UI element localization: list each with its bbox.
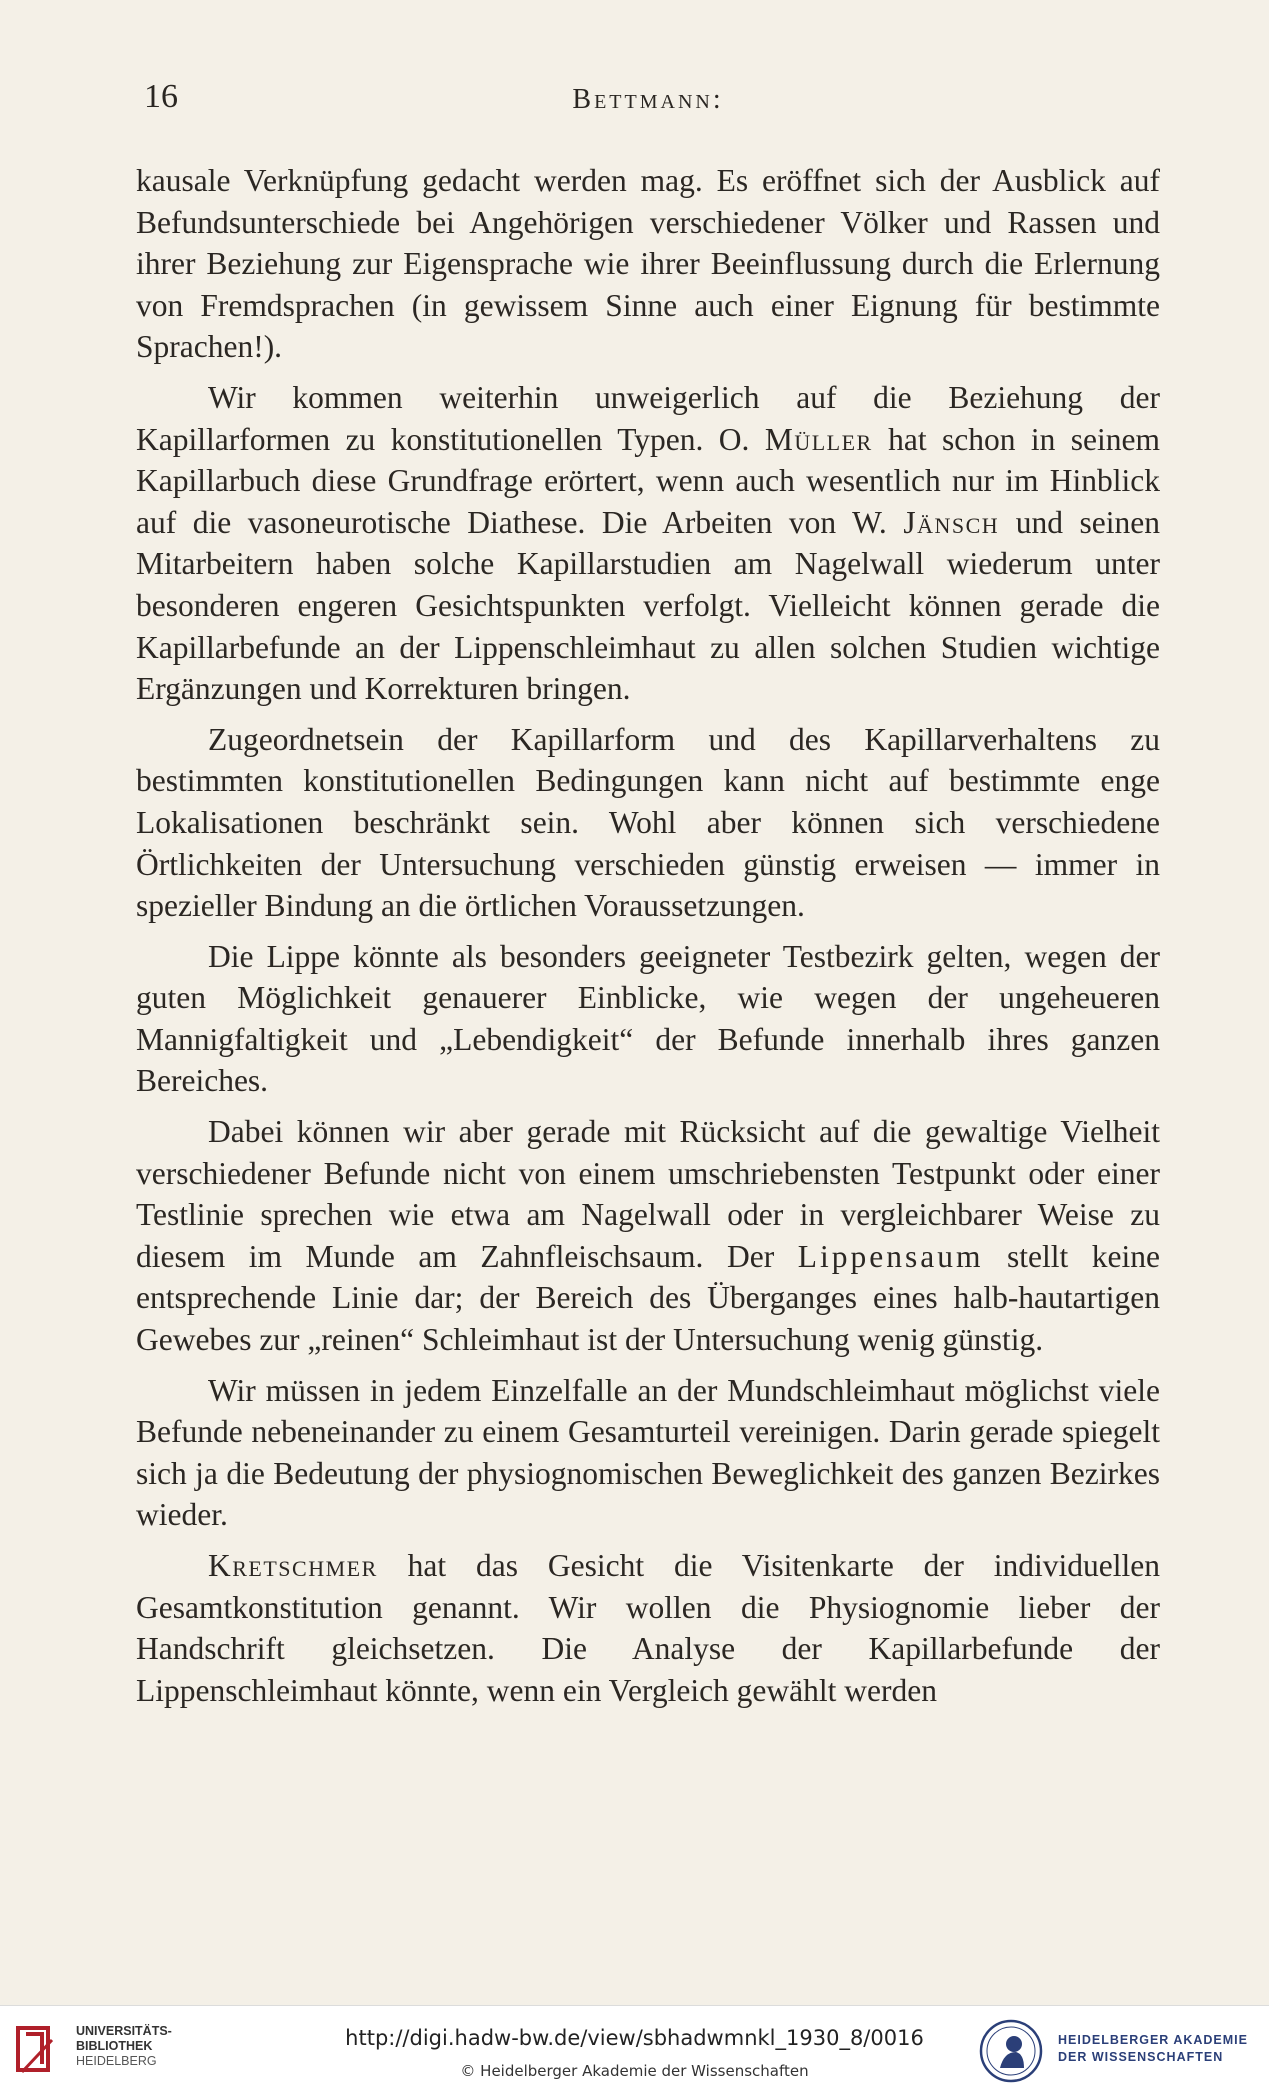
university-library-name <box>76 2024 172 2069</box>
paragraph-text: stellt keine entsprechende Linie dar; der Bereich des Überganges eines halb-hautartigen Gewebes zur „reinen“ Schleimhaut ist der Untersuchung wenig günstig. <box>136 1238 1160 1358</box>
author-name-jaensch: Jänsch <box>903 504 1000 540</box>
paragraph-6 <box>136 1370 1160 1536</box>
university-library-logo-icon[interactable] <box>12 2020 72 2080</box>
running-head: Bettmann: <box>572 84 724 115</box>
academy-name <box>1058 2032 1248 2066</box>
paragraph-text: Dabei können wir aber gerade mit Rücksicht auf die gewaltige Vielheit verschiedener Befunde nicht von einem umschriebensten Testpunkt oder einer Testlinie sprechen wie etwa am Nagelwall oder in vergleichbarer Weise zu diesem im Munde am Zahnfleischsaum. Der <box>136 1114 1160 1274</box>
academy-line-1: HEIDELBERGER AKADEMIE <box>1058 2033 1248 2047</box>
copyright-notice: © Heidelberger Akademie der Wissenschaften <box>460 2062 809 2080</box>
paragraph-7 <box>136 1545 1160 1711</box>
paragraph-2 <box>136 377 1160 710</box>
paragraph-text: Die Lippe könnte als besonders geeigneter Testbezirk gelten, wegen der guten Möglichkeit genauerer Einblicke, wie wegen der ungeheueren Mannigfaltigkeit und „Lebendigkeit“ der Befunde innerhalb ihres ganzen Bereiches. <box>136 938 1160 1099</box>
paragraph-text: Wir kommen weiterhin unweigerlich auf die Beziehung der Kapillarformen zu konstitutionellen Typen. O. <box>136 379 1160 457</box>
paragraph-1 <box>136 160 1160 368</box>
paragraph-text: kausale Verknüpfung gedacht werden mag. Es eröffnet sich der Ausblick auf Befundsunterschiede bei Angehörigen verschiedener Völker und Rassen und ihrer Beziehung zur Eigensprache wie ihrer Beeinflussung durch die Erlernung von Fremdsprachen (in gewissem Sinne auch einer Eignung für bestimmte Sprachen!). <box>136 163 1160 365</box>
paragraph-5 <box>136 1111 1160 1361</box>
emphasis-lippensaum: Lippensaum <box>797 1238 984 1274</box>
paragraph-text: hat das Gesicht die Visitenkarte der individuellen Gesamtkonstitution genannt. Wir wollen die Physiognomie lieber der Handschrift gleichsetzen. Die Analyse der Kapillarbefunde der Lippenschleimhaut könnte, wenn ein Vergleich gewählt werden <box>136 1548 1160 1708</box>
paragraph-text: Zugeordnetsein der Kapillarform und des Kapillarverhaltens zu bestimmten konstitutionellen Bedingungen kann nicht auf bestimmte enge Lokalisationen beschränkt sein. Wohl aber können sich verschiedene Örtlichkeiten der Untersuchung verschieden günstig erweisen — immer in spezieller Bindung an die örtlichen Voraussetzungen. <box>136 721 1160 924</box>
library-line-2: BIBLIOTHEK <box>76 2039 153 2053</box>
paragraph-text: und seinen Mitarbeitern haben solche Kapillarstudien am Nagelwall wiederum unter besonderen engeren Gesichtspunkten verfolgt. Vielleicht können gerade die Kapillarbefunde an der Lippenschleimhaut zu allen solchen Studien wichtige Ergänzungen und Korrekturen bringen. <box>136 504 1160 707</box>
library-line-3: HEIDELBERG <box>76 2054 157 2068</box>
page-header <box>136 78 1160 128</box>
paragraph-4 <box>136 936 1160 1102</box>
paragraph-3 <box>136 719 1160 927</box>
author-name-kretschmer: Kretschmer <box>208 1548 378 1583</box>
library-line-1: UNIVERSITÄTS- <box>76 2024 172 2038</box>
page-number: 16 <box>144 78 178 115</box>
body-text <box>136 160 1160 1720</box>
permalink-url[interactable]: http://digi.hadw-bw.de/view/sbhadwmnkl_1930_8/0016 <box>345 2026 924 2050</box>
author-name-mueller: Müller <box>764 421 873 457</box>
paragraph-text: hat schon in seinem Kapillarbuch diese Grundfrage erörtert, wenn auch wesentlich nur im Hinblick auf die vasoneurotische Diathese. Die Arbeiten von W. <box>136 421 1161 540</box>
academy-line-2: DER WISSENSCHAFTEN <box>1058 2050 1224 2064</box>
academy-seal-icon[interactable] <box>978 2018 1044 2084</box>
viewer-footer <box>0 2005 1269 2095</box>
paragraph-text: Wir müssen in jedem Einzelfalle an der Mundschleimhaut möglichst viele Befunde nebeneinander zu einem Gesamturteil vereinigen. Darin gerade spiegelt sich ja die Bedeutung der physiognomischen Beweglichkeit des ganzen Bezirkes wieder. <box>136 1372 1160 1533</box>
